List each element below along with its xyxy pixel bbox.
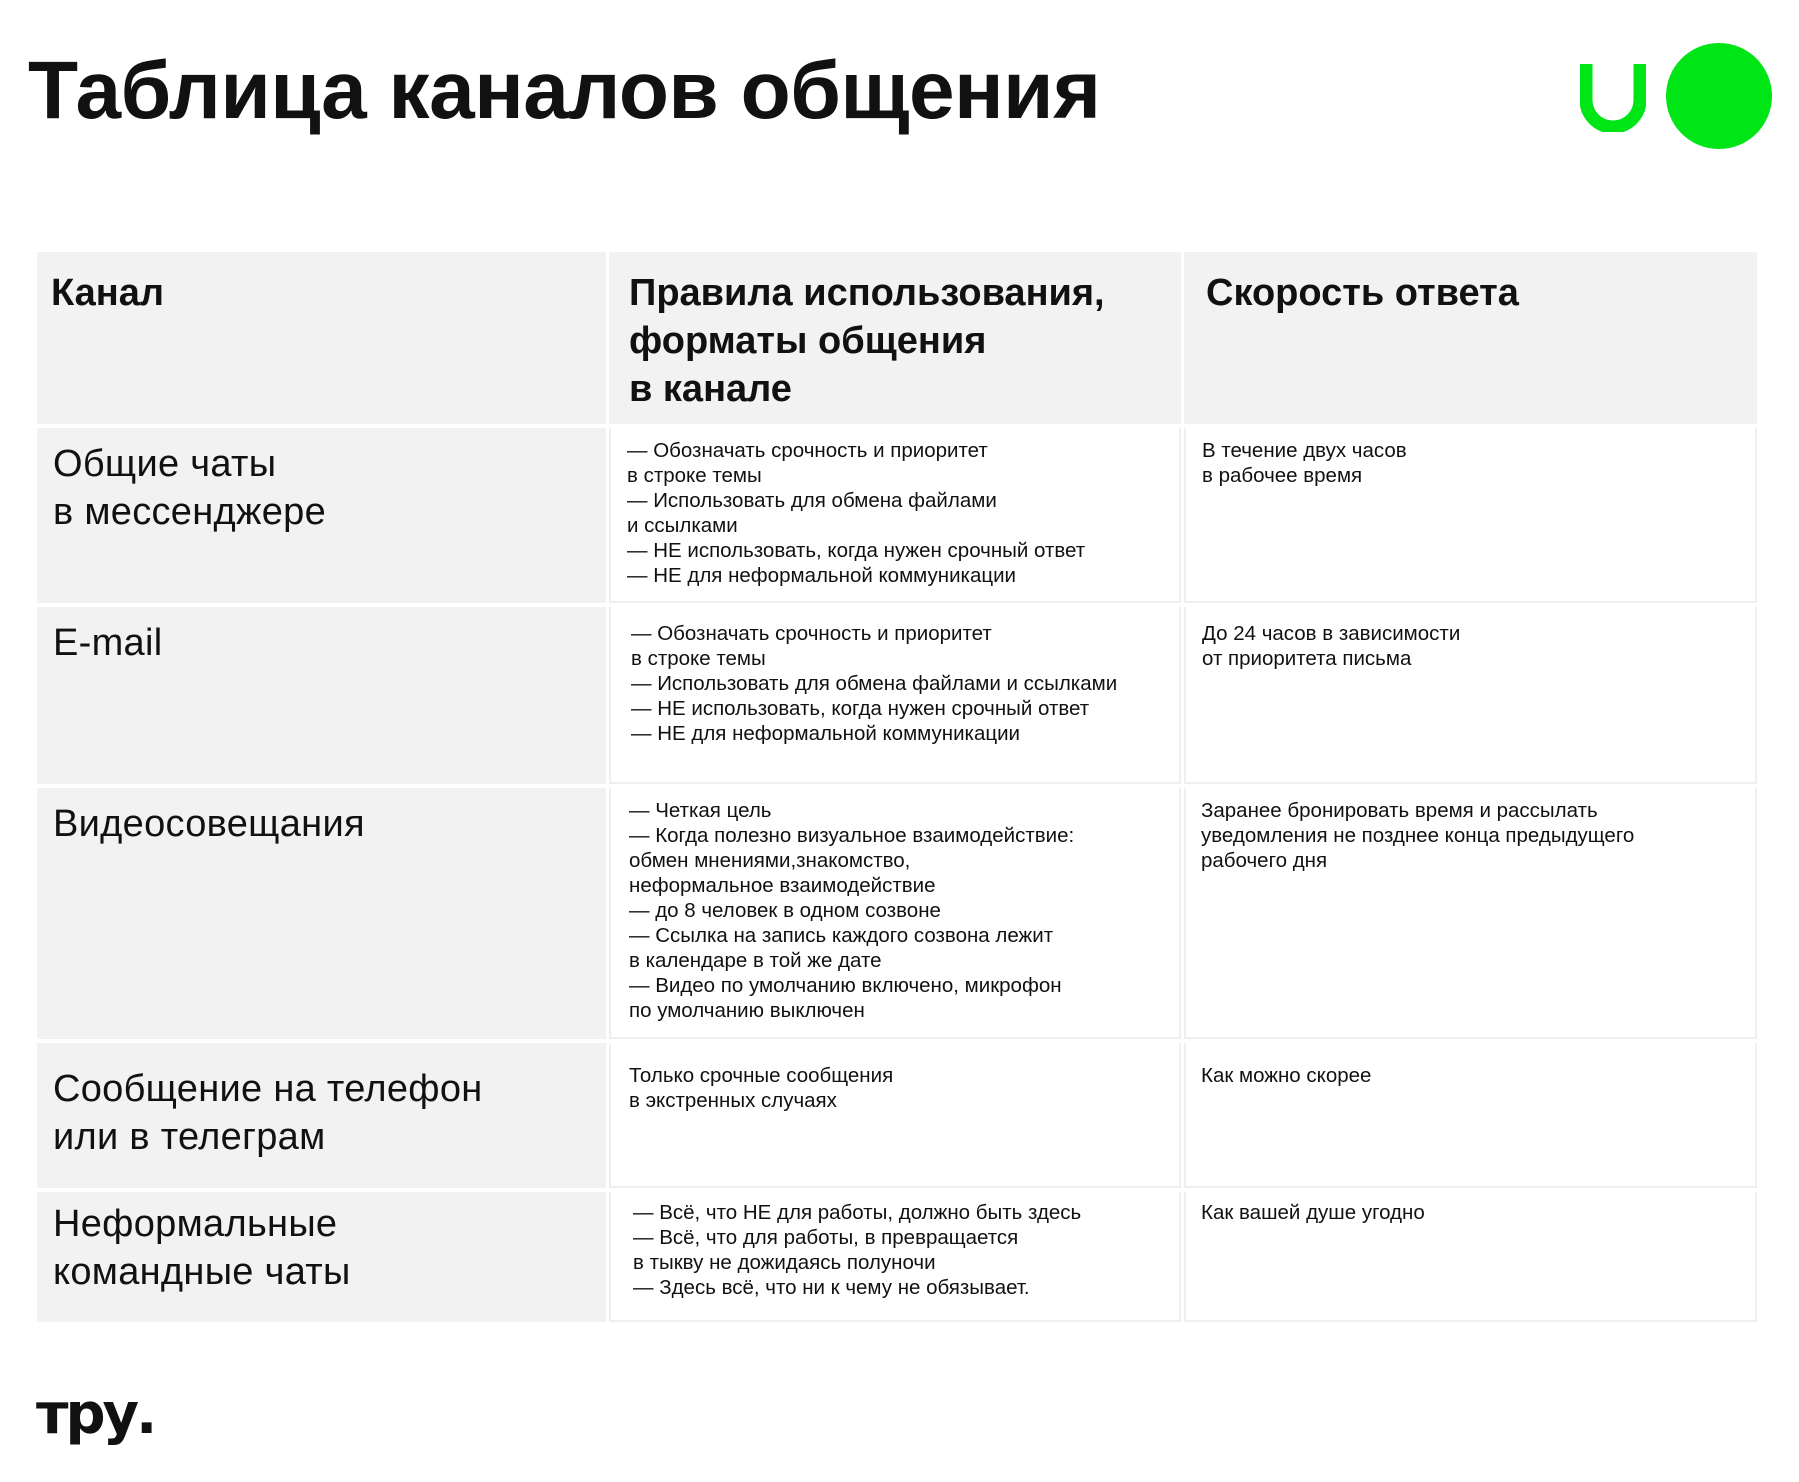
row-channel-video-calls xyxy=(37,788,606,1039)
header-rules-line: форматы общения xyxy=(629,319,987,362)
row-channel-phone-message xyxy=(37,1043,606,1188)
row-channel-email xyxy=(37,607,606,784)
brand-logo-u xyxy=(1580,60,1646,132)
speed-line: Заранее бронировать время и рассылать xyxy=(1201,799,1598,822)
row-rules-video-calls xyxy=(609,788,1181,1039)
header-rules-line: Правила использования, xyxy=(629,272,1105,314)
speed-line: уведомления не позднее конца предыдущего xyxy=(1201,824,1635,847)
rule-line: — НЕ использовать, когда нужен срочный ответ xyxy=(631,697,1090,720)
rule-line: — Видео по умолчанию включено, микрофон xyxy=(629,974,1062,997)
channels-table xyxy=(37,252,1757,1322)
brand-logo-dot xyxy=(1666,43,1772,149)
row-speed-informal-chats xyxy=(1184,1192,1757,1322)
rule-line: — Всё, что для работы, в превращается xyxy=(633,1226,1019,1249)
rule-line: в календаре в той же дате xyxy=(629,949,882,972)
rule-line: — Обозначать срочность и приоритет xyxy=(627,439,988,462)
row-speed-phone-message xyxy=(1184,1043,1757,1188)
row-channel-informal-chats xyxy=(37,1192,606,1322)
rule-line: — Всё, что НЕ для работы, должно быть здесь xyxy=(633,1201,1082,1224)
rule-line: — до 8 человек в одном созвоне xyxy=(629,899,941,922)
header-channel xyxy=(37,252,606,424)
rule-line: — НЕ для неформальной коммуникации xyxy=(627,564,1016,587)
speed-line: Как можно скорее xyxy=(1201,1064,1372,1087)
rule-line: — Четкая цель xyxy=(629,799,772,822)
row-rules-email xyxy=(609,607,1181,784)
speed-line: Как вашей душе угодно xyxy=(1201,1201,1425,1224)
header-channel-line: Канал xyxy=(51,272,165,314)
rule-line: — Использовать для обмена файлами xyxy=(627,489,997,512)
channel-name-line: в мессенджере xyxy=(53,491,327,534)
rule-line: — НЕ для неформальной коммуникации xyxy=(631,722,1020,745)
row-speed-group-chats xyxy=(1184,428,1757,603)
rule-line: в экстренных случаях xyxy=(629,1089,837,1112)
header-speed-line: Скорость ответа xyxy=(1206,272,1519,314)
rule-line: — НЕ использовать, когда нужен срочный ответ xyxy=(627,539,1086,562)
footer-logo-tru xyxy=(36,1393,182,1451)
rule-line: — Когда полезно визуальное взаимодействие: xyxy=(629,824,1075,847)
speed-line: рабочего дня xyxy=(1201,849,1328,872)
rule-line: неформальное взаимодействие xyxy=(629,874,936,897)
channel-name-line: E-mail xyxy=(53,622,163,664)
footer-logo-text: тру. xyxy=(36,1393,155,1447)
rule-line: в строке темы xyxy=(627,464,762,487)
rule-line: и ссылками xyxy=(627,514,738,537)
rule-line: в строке темы xyxy=(631,647,766,670)
header-speed xyxy=(1184,252,1757,424)
speed-line: в рабочее время xyxy=(1202,464,1363,487)
speed-line: До 24 часов в зависимости xyxy=(1202,622,1461,645)
rule-line: — Обозначать срочность и приоритет xyxy=(631,622,992,645)
channel-name-line: командные чаты xyxy=(53,1251,351,1294)
header-rules-line: в канале xyxy=(629,367,792,410)
header-rules xyxy=(609,252,1181,424)
channel-name-line: Общие чаты xyxy=(53,443,277,485)
channel-name-line: Сообщение на телефон xyxy=(53,1068,483,1110)
row-rules-group-chats xyxy=(609,428,1181,603)
row-speed-video-calls xyxy=(1184,788,1757,1039)
page-title: Таблица каналов общения xyxy=(28,45,1101,136)
row-rules-informal-chats xyxy=(609,1192,1181,1322)
rule-line: Только срочные сообщения xyxy=(629,1064,894,1087)
rule-line: в тыкву не дожидаясь полуночи xyxy=(633,1251,936,1274)
speed-line: В течение двух часов xyxy=(1202,439,1407,462)
rule-line: обмен мнениями,знакомство, xyxy=(629,849,911,872)
rule-line: — Использовать для обмена файлами и ссылками xyxy=(631,672,1118,695)
row-speed-email xyxy=(1184,607,1757,784)
rule-line: — Ссылка на запись каждого созвона лежит xyxy=(629,924,1054,947)
channel-name-line: Неформальные xyxy=(53,1203,338,1245)
channel-name-line: или в телеграм xyxy=(53,1116,326,1159)
rule-line: по умолчанию выключен xyxy=(629,999,865,1022)
row-rules-phone-message xyxy=(609,1043,1181,1188)
speed-line: от приоритета письма xyxy=(1202,647,1412,670)
rule-line: — Здесь всё, что ни к чему не обязывает. xyxy=(633,1276,1030,1299)
row-channel-group-chats xyxy=(37,428,606,603)
channel-name-line: Видеосовещания xyxy=(53,803,365,845)
